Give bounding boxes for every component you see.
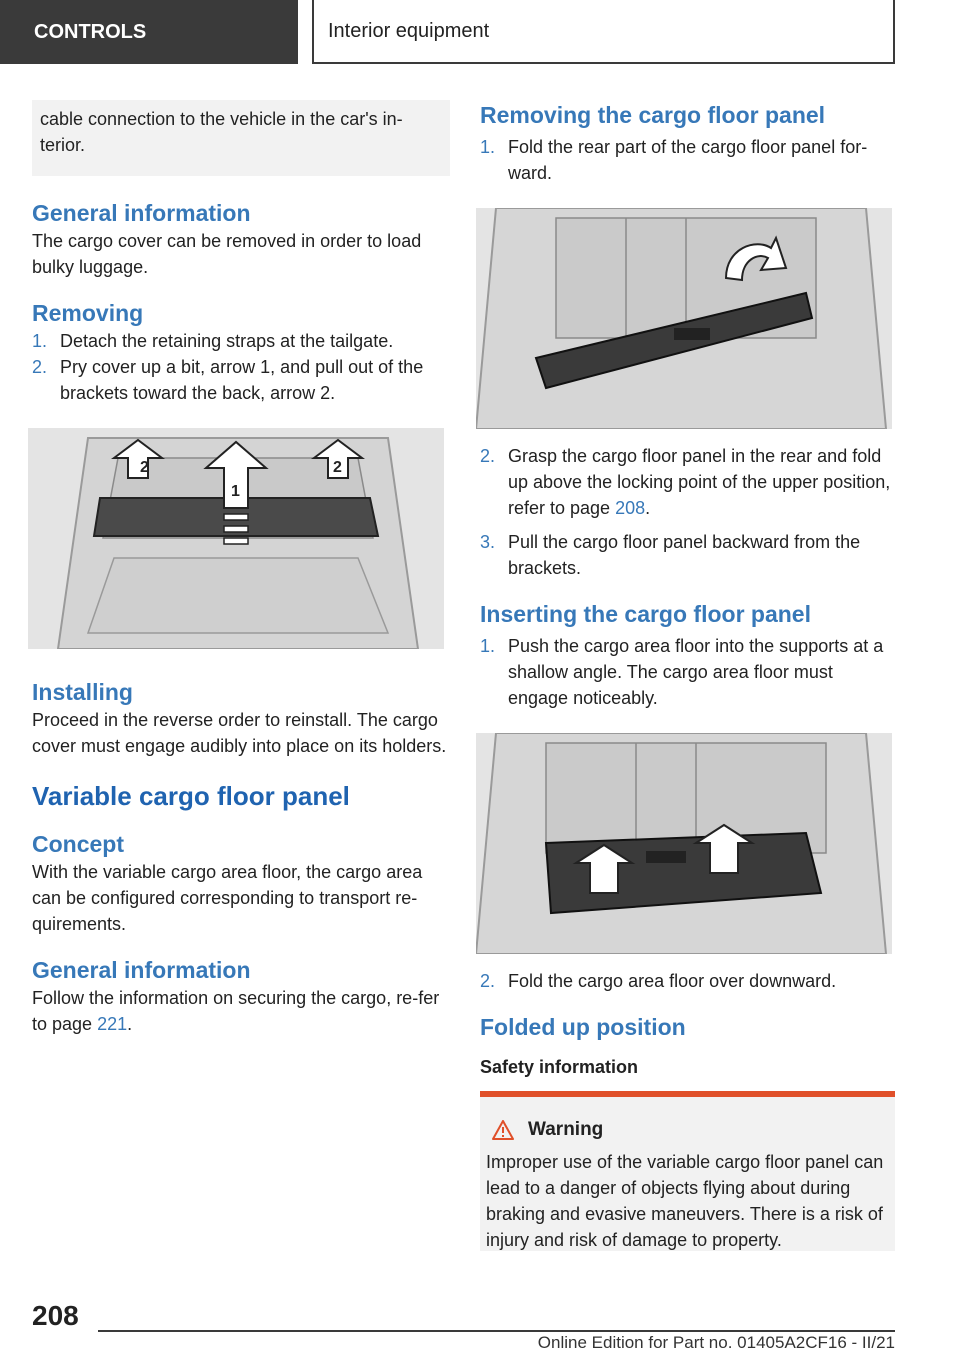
general2-text: Follow the information on securing the cargo, re-fer to page	[32, 988, 440, 1034]
safety-information-heading: Safety information	[480, 1057, 639, 1077]
warning-box	[480, 1091, 895, 1251]
section-tab: CONTROLS	[0, 0, 298, 64]
installing-text: Proceed in the reverse order to reinstall. The cargo cover must engage audibly into place on its holders.	[32, 710, 447, 756]
warning-triangle-icon	[492, 1120, 514, 1140]
removing-panel-step	[480, 134, 895, 186]
step-text: Pull the cargo floor panel backward from the brackets.	[508, 532, 861, 578]
concept-heading: Concept	[32, 831, 124, 857]
step2-end: .	[645, 498, 651, 518]
general-information-text: The cargo cover can be removed in order to load bulky luggage.	[32, 231, 422, 277]
footer-divider	[98, 1330, 895, 1332]
removing-step	[32, 328, 450, 354]
step-text: Fold the cargo area floor over downward.	[508, 971, 837, 991]
inserting-cargo-floor-panel-heading: Inserting the cargo floor panel	[480, 601, 811, 627]
continued-note	[32, 100, 450, 176]
step-number: 2.	[480, 971, 496, 991]
fold-cargo-floor-figure	[476, 208, 892, 429]
inserting-step	[480, 633, 895, 711]
chapter-title: Interior equipment	[312, 0, 895, 64]
insert-floor-illustration	[476, 733, 892, 954]
step-number: 1.	[480, 137, 496, 157]
step-number: 2.	[480, 446, 496, 466]
step-text: Push the cargo area floor into the supports at a shallow angle. The cargo area floor must engage noticeably.	[508, 636, 884, 708]
step-text	[508, 443, 895, 521]
arrow-label: 2	[333, 459, 342, 476]
step-number: 1.	[480, 636, 496, 656]
step-text: Pry cover up a bit, arrow 1, and pull out of the brackets toward the back, arrow 2.	[60, 357, 424, 403]
removing-panel-step	[480, 529, 895, 581]
step-text: Fold the rear part of the cargo floor panel for-ward.	[508, 137, 868, 183]
arrow-label: 1	[231, 483, 240, 500]
cargo-cover-illustration	[28, 428, 444, 649]
warning-label: Warning	[528, 1119, 604, 1140]
removing-step	[32, 354, 450, 406]
continued-text: cable connection to the vehicle in the car's in-terior.	[40, 109, 403, 155]
step-number: 3.	[480, 532, 496, 552]
inserting-step	[480, 968, 895, 994]
step2-text: Grasp the cargo floor panel in the rear and fold up above the locking point of the upper position, refer to page	[508, 446, 891, 518]
general-information-text-2	[32, 985, 450, 1037]
general-information-heading: General information	[32, 200, 251, 226]
folded-up-position-heading: Folded up position	[480, 1014, 686, 1040]
removing-heading: Removing	[32, 300, 144, 326]
variable-cargo-floor-heading: Variable cargo floor panel	[32, 781, 350, 811]
removing-cargo-floor-panel-heading: Removing the cargo floor panel	[480, 102, 826, 128]
page-reference-link[interactable]: 208	[615, 498, 646, 518]
step-text: Detach the retaining straps at the tailgate.	[60, 331, 394, 351]
step-number: 1.	[32, 331, 48, 351]
arrow-label: 2	[140, 459, 149, 476]
general2-end: .	[127, 1014, 133, 1034]
removing-panel-step	[480, 443, 895, 521]
insert-cargo-floor-figure	[476, 733, 892, 954]
warning-title	[492, 1119, 887, 1141]
step-number: 2.	[32, 357, 48, 377]
general-information-heading-2: General information	[32, 957, 251, 983]
edition-footer: Online Edition for Part no. 01405A2CF16 - II/21	[537, 1333, 895, 1352]
cargo-cover-removal-figure	[28, 428, 444, 649]
left-column	[32, 100, 450, 1037]
right-column	[480, 100, 895, 1080]
page-number: 208	[32, 1300, 79, 1331]
fold-floor-illustration	[476, 208, 892, 429]
installing-heading: Installing	[32, 679, 133, 705]
page-reference-link[interactable]: 221	[97, 1014, 128, 1034]
concept-text: With the variable cargo area floor, the cargo area can be configured corresponding to transport re-quirements.	[32, 862, 423, 934]
warning-text: Improper use of the variable cargo floor panel can lead to a danger of objects flying about during braking and evasive maneuvers. There is a risk of injury and risk of damage to property.	[486, 1152, 884, 1250]
